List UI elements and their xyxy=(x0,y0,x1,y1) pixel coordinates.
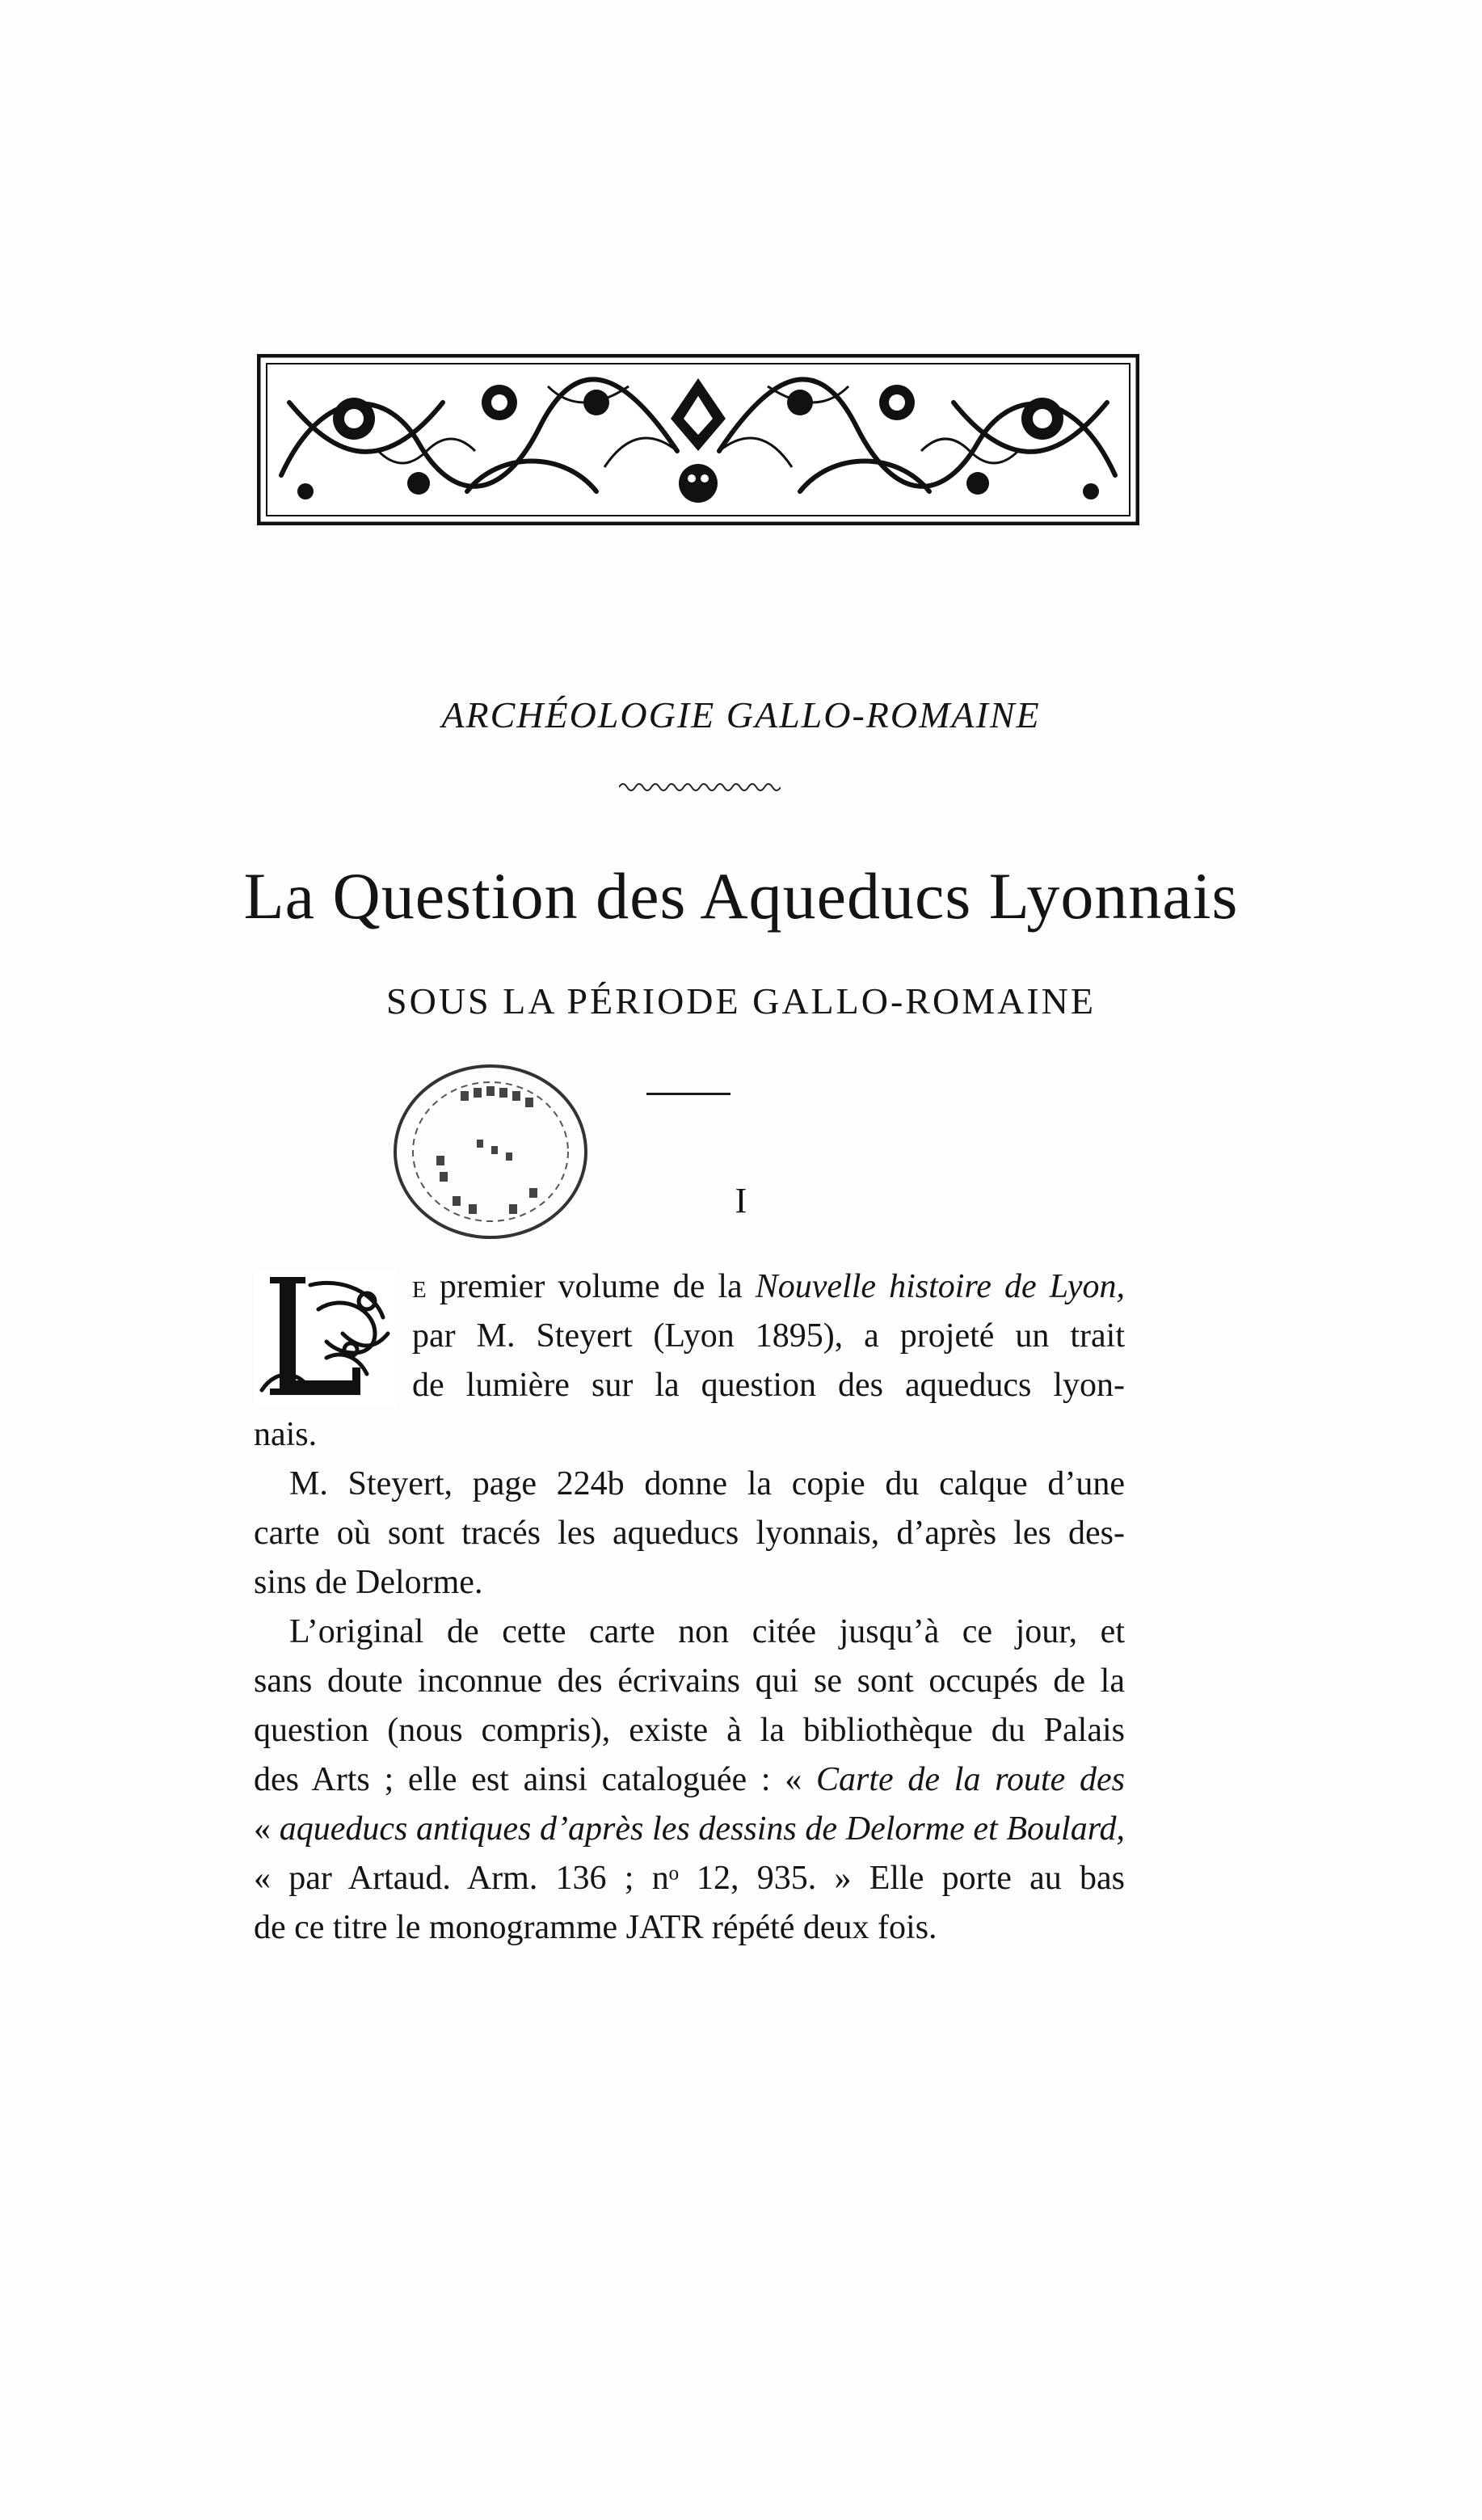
page-subtitle: SOUS LA PÉRIODE GALLO-ROMAINE xyxy=(386,980,1096,1022)
text-line: par M. Steyert (Lyon 1895), a projeté un trait xyxy=(412,1317,1125,1355)
section-number: I xyxy=(735,1181,747,1220)
floral-ornament-band xyxy=(257,354,1139,525)
text-line: carte où sont tracés les aqueducs lyonnais, d’après les des- xyxy=(254,1515,1125,1552)
text-line: nais. xyxy=(254,1416,318,1453)
floral-scroll-icon xyxy=(257,354,1139,525)
text-line: « par Artaud. Arm. 136 ; nᵒ 12, 935. » Elle porte au bas xyxy=(254,1860,1125,1897)
short-rule-divider xyxy=(646,1093,730,1095)
section-kicker: ARCHÉOLOGIE GALLO-ROMAINE xyxy=(441,694,1041,735)
decorated-initial-l-icon xyxy=(254,1269,396,1408)
text-line: M. Steyert, page 224b donne la copie du calque d’une xyxy=(289,1465,1125,1502)
page-title: La Question des Aqueducs Lyonnais xyxy=(243,859,1239,933)
paragraph-3 xyxy=(254,1608,1125,1953)
text-line: de lumière sur la question des aqueducs lyon- xyxy=(412,1367,1125,1404)
text-line: L’original de cette carte non citée jusqu’à ce jour, et xyxy=(289,1613,1125,1650)
text-line: sins de Delorme. xyxy=(254,1564,483,1601)
paragraph-2 xyxy=(254,1460,1125,1608)
text-line: sans doute inconnue des écrivains qui se sont occupés de la xyxy=(254,1662,1125,1700)
text-line: « aqueducs antiques d’après les dessins de Delorme et Boulard, xyxy=(254,1810,1126,1848)
article-body xyxy=(254,1262,1125,1953)
text-line: des Arts ; elle est ainsi cataloguée : « Carte de la route des xyxy=(254,1761,1126,1798)
text-line: question (nous compris), existe à la bibliothèque du Palais xyxy=(254,1712,1125,1749)
paragraph-1 xyxy=(254,1262,1125,1460)
text-line: de ce titre le monogramme JATR répété deux fois. xyxy=(254,1909,937,1946)
wavy-divider xyxy=(619,779,781,795)
text-line: e premier volume de la Nouvelle histoire de Lyon, xyxy=(412,1268,1125,1305)
